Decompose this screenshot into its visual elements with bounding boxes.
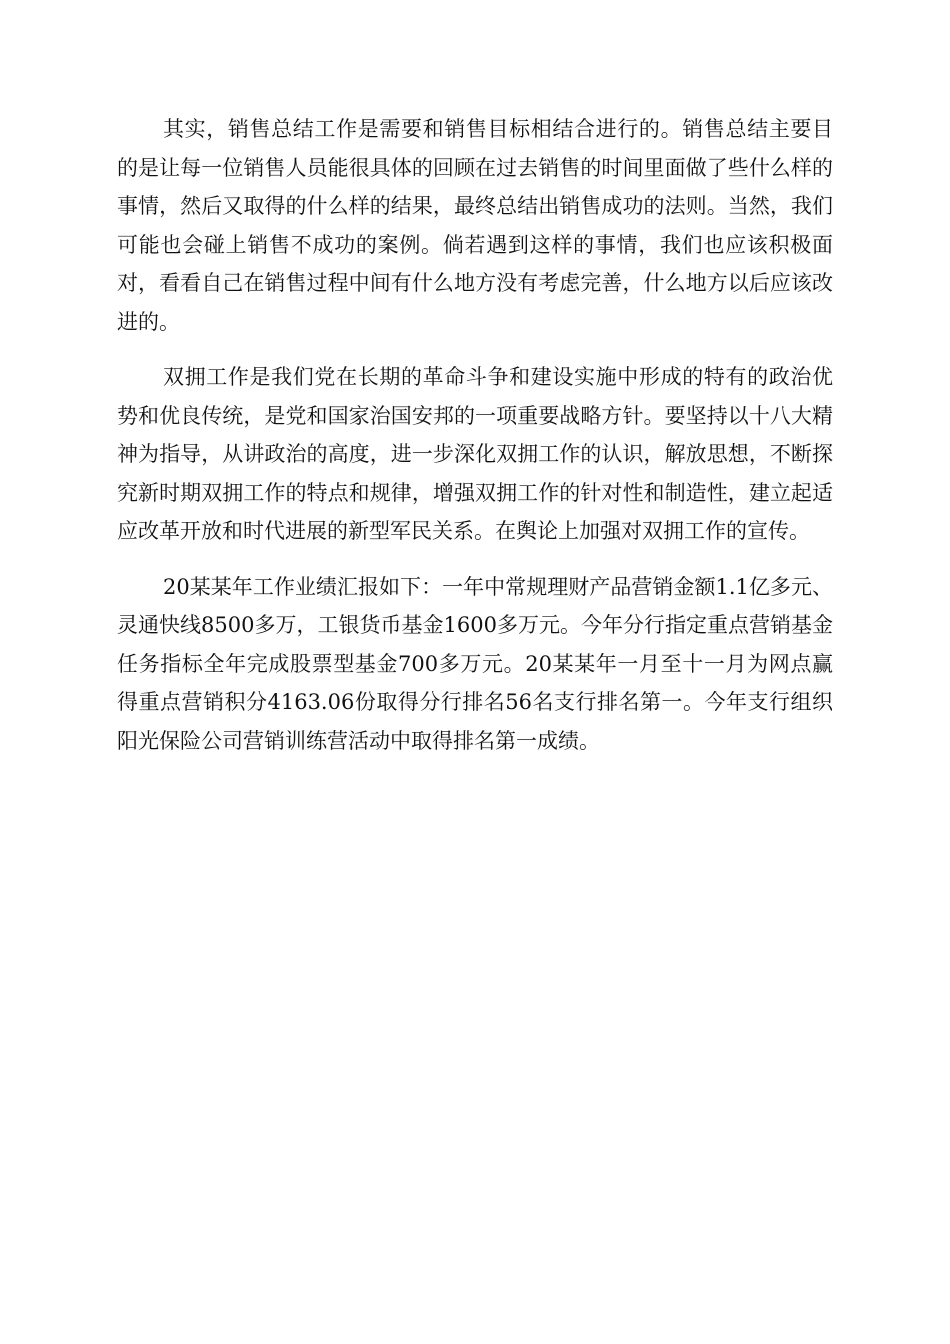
paragraph-sales-summary: 其实，销售总结工作是需要和销售目标相结合进行的。销售总结主要目的是让每一位销售人员能很具体的回顾在过去销售的时间里面做了些什么样的事情，然后又取得的什么样的结果，最终总结出销售成功的法则。当然，我们可能也会碰上销售不成功的案例。倘若遇到这样的事情，我们也应该积极面对，看看自己在销售过程中间有什么地方没有考虑完善，什么地方以后应该改进的。 <box>117 117 833 334</box>
paragraph-double-support: 双拥工作是我们党在长期的革命斗争和建设实施中形成的特有的政治优势和优良传统，是党和国家治国安邦的一项重要战略方针。要坚持以十八大精神为指导，从讲政治的高度，进一步深化双拥工作的认识，解放思想，不断探究新时期双拥工作的特点和规律，增强双拥工作的针对性和制造性，建立起适应改革开放和时代进展的新型军民关系。在舆论上加强对双拥工作的宣传。 <box>117 365 833 543</box>
document-body <box>117 110 833 777</box>
paragraph-performance-report: 20某某年工作业绩汇报如下：一年中常规理财产品营销金额1.1亿多元、灵通快线8500多万，工银货币基金1600多万元。今年分行指定重点营销基金任务指标全年完成股票型基金700多万元。20某某年一月至十一月为网点赢得重点营销积分4163.06份取得分行排名56名支行排名第一。今年支行组织阳光保险公司营销训练营活动中取得排名第一成绩。 <box>117 574 833 753</box>
